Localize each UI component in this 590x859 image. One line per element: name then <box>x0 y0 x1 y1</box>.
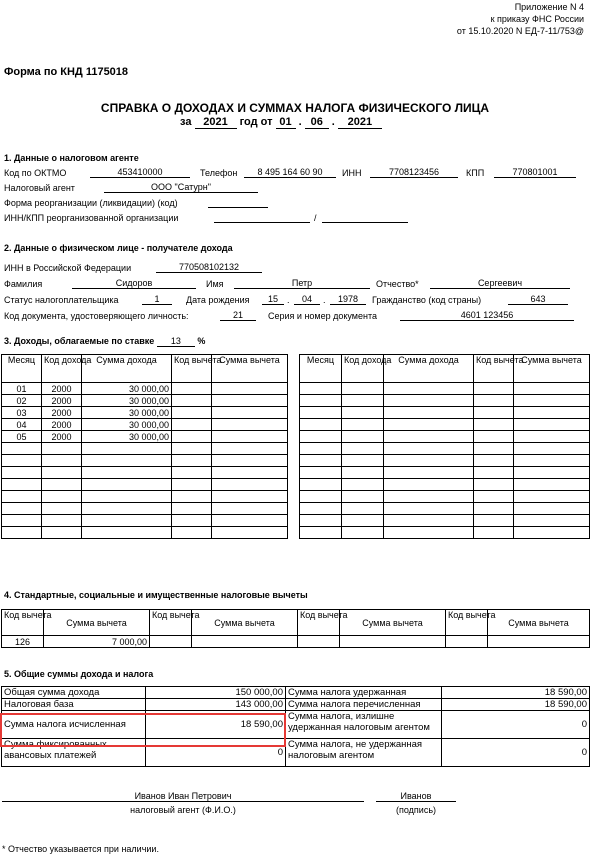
series-value: 4601 123456 <box>400 310 574 321</box>
income-right-cell <box>300 527 342 539</box>
income-left-cell <box>212 407 288 419</box>
income-right-cell <box>300 383 342 395</box>
tax-transferred-value: 18 590,00 <box>442 699 590 711</box>
section3-pct: % <box>197 336 206 346</box>
income-right-cell <box>474 443 514 455</box>
income-table-left <box>1 354 288 539</box>
income-left-cell <box>172 527 212 539</box>
income-left-cell: 30 000,00 <box>82 407 172 419</box>
income-left-cell <box>82 515 172 527</box>
citizen-label: Гражданство (код страны) <box>372 295 482 305</box>
tax-calc-value: 18 590,00 <box>146 711 286 739</box>
agent-inn-label: ИНН <box>342 168 362 178</box>
citizen-value: 643 <box>508 294 568 305</box>
col-month-r: Месяц <box>300 355 342 383</box>
excess-value: 0 <box>442 711 590 739</box>
ded-code-col-4: Код вычета <box>446 610 488 636</box>
income-left-cell <box>212 467 288 479</box>
fixed-label: Сумма фиксированных авансовых платежей <box>2 739 146 767</box>
birth-month: 04 <box>294 294 320 305</box>
series-label: Серия и номер документа <box>268 311 377 321</box>
income-left-cell: 30 000,00 <box>82 431 172 443</box>
phone-label: Телефон <box>200 168 238 178</box>
ded-code-col-1: Код вычета <box>2 610 44 636</box>
income-right-cell <box>300 419 342 431</box>
status-value: 1 <box>142 294 172 305</box>
income-left-cell: 03 <box>2 407 42 419</box>
income-right-row <box>300 455 590 467</box>
income-right-cell <box>474 515 514 527</box>
income-right-cell <box>342 455 384 467</box>
income-right-row <box>300 383 590 395</box>
income-left-cell <box>172 455 212 467</box>
income-left-cell <box>172 503 212 515</box>
period-line <box>180 116 382 129</box>
ded-empty-1 <box>150 636 192 648</box>
income-right-cell <box>514 443 590 455</box>
income-right-cell <box>514 515 590 527</box>
income-left-cell <box>212 503 288 515</box>
ded-empty-4 <box>340 636 446 648</box>
income-right-cell <box>342 407 384 419</box>
period-dot-1: . <box>298 116 302 128</box>
ded-empty-2 <box>192 636 298 648</box>
income-left-cell <box>82 455 172 467</box>
income-left-row <box>2 467 288 479</box>
income-right-cell <box>342 431 384 443</box>
total-income-label: Общая сумма дохода <box>2 687 146 699</box>
income-right-cell <box>514 419 590 431</box>
income-left-cell <box>42 527 82 539</box>
col-income-code: Код дохода <box>42 355 82 383</box>
income-left-cell: 30 000,00 <box>82 419 172 431</box>
income-right-cell <box>300 515 342 527</box>
kpp-value: 770801001 <box>494 167 576 178</box>
income-left-cell <box>42 455 82 467</box>
income-left-cell <box>212 395 288 407</box>
income-right-cell <box>514 383 590 395</box>
income-right-cell <box>514 407 590 419</box>
col-deduction-sum: Сумма вычета <box>212 355 288 383</box>
income-right-cell <box>514 479 590 491</box>
ded-empty-6 <box>488 636 590 648</box>
income-left-cell <box>212 383 288 395</box>
income-left-cell <box>212 455 288 467</box>
income-left-row <box>2 383 288 395</box>
income-left-cell <box>212 443 288 455</box>
income-right-cell <box>300 467 342 479</box>
income-left-row <box>2 431 288 443</box>
income-left-cell <box>2 527 42 539</box>
signature-fio-caption: налоговый агент (Ф.И.О.) <box>130 805 236 815</box>
income-left-row <box>2 395 288 407</box>
income-right-cell <box>514 467 590 479</box>
income-left-row <box>2 503 288 515</box>
ded-sum-col-4: Сумма вычета <box>488 610 590 636</box>
income-right-row <box>300 479 590 491</box>
section3-title: 3. Доходы, облагаемые по ставке <box>4 336 155 346</box>
income-left-row <box>2 407 288 419</box>
surname-label: Фамилия <box>4 279 43 289</box>
income-left-cell <box>2 503 42 515</box>
ded-empty-5 <box>446 636 488 648</box>
income-right-cell <box>384 479 474 491</box>
patronymic-label: Отчество* <box>376 279 419 289</box>
ded-sum-col-2: Сумма вычета <box>192 610 298 636</box>
income-left-cell <box>42 479 82 491</box>
income-right-cell <box>342 479 384 491</box>
income-right-cell <box>384 383 474 395</box>
income-left-cell: 02 <box>2 395 42 407</box>
income-left-cell <box>42 491 82 503</box>
income-right-cell <box>342 503 384 515</box>
income-right-cell <box>384 407 474 419</box>
doc-label: Код документа, удостоверяющего личность: <box>4 311 189 321</box>
income-right-cell <box>514 491 590 503</box>
income-left-cell: 30 000,00 <box>82 395 172 407</box>
income-left-cell: 2000 <box>42 431 82 443</box>
income-left-cell <box>2 443 42 455</box>
reorg-value <box>208 197 268 208</box>
income-right-cell <box>514 503 590 515</box>
income-left-cell <box>172 419 212 431</box>
ded-sum-col-1: Сумма вычета <box>44 610 150 636</box>
kpp-label: КПП <box>466 168 485 178</box>
birth-label: Дата рождения <box>186 295 250 305</box>
income-right-cell <box>474 383 514 395</box>
income-left-cell: 2000 <box>42 419 82 431</box>
tax-calc-label: Сумма налога исчисленная <box>2 711 146 739</box>
income-right-cell <box>384 467 474 479</box>
income-left-cell <box>172 491 212 503</box>
reorg-slash: / <box>314 213 317 223</box>
ded-code-col-3: Код вычета <box>298 610 340 636</box>
name-label: Имя <box>206 279 224 289</box>
income-right-row <box>300 527 590 539</box>
income-left-cell <box>172 407 212 419</box>
section3-heading <box>4 336 205 347</box>
section3-rate: 13 <box>157 336 195 347</box>
income-right-cell <box>300 443 342 455</box>
income-left-row <box>2 479 288 491</box>
income-right-cell <box>300 395 342 407</box>
income-right-row <box>300 467 590 479</box>
order-label: к приказу ФНС России <box>490 14 584 24</box>
income-left-row <box>2 491 288 503</box>
income-left-cell <box>172 467 212 479</box>
section4-heading: 4. Стандартные, социальные и имущественные налоговые вычеты <box>4 590 308 600</box>
signature-sign: Иванов <box>376 791 456 802</box>
income-right-cell <box>342 383 384 395</box>
income-right-cell <box>514 431 590 443</box>
income-right-row <box>300 419 590 431</box>
income-left-cell <box>82 479 172 491</box>
income-left-cell <box>82 527 172 539</box>
period-month: 06 <box>305 116 329 129</box>
income-right-cell <box>342 467 384 479</box>
income-right-cell <box>474 407 514 419</box>
col-month: Месяц <box>2 355 42 383</box>
income-right-row <box>300 431 590 443</box>
income-right-cell <box>384 503 474 515</box>
birth-year: 1978 <box>330 294 366 305</box>
income-right-row <box>300 491 590 503</box>
income-left-cell <box>172 515 212 527</box>
income-right-cell <box>300 503 342 515</box>
birth-day: 15 <box>262 294 284 305</box>
tax-withheld-label: Сумма налога удержанная <box>286 687 442 699</box>
section1-heading: 1. Данные о налоговом агенте <box>4 153 139 163</box>
income-right-cell <box>514 527 590 539</box>
income-left-cell <box>212 479 288 491</box>
agent-value: ООО "Сатурн" <box>104 182 258 193</box>
not-withheld-label: Сумма налога, не удержанная налоговым агентом <box>286 739 442 767</box>
income-right-cell <box>384 419 474 431</box>
income-left-cell <box>172 479 212 491</box>
income-right-cell <box>384 431 474 443</box>
period-year-word: год <box>239 116 258 128</box>
income-right-cell <box>384 515 474 527</box>
phone-value: 8 495 164 60 90 <box>244 167 336 178</box>
income-left-cell <box>172 395 212 407</box>
income-left-cell: 2000 <box>42 395 82 407</box>
period-day: 01 <box>276 116 296 129</box>
income-left-cell <box>82 503 172 515</box>
col-income-code-r: Код дохода <box>342 355 384 383</box>
ded-sum-value: 7 000,00 <box>44 636 150 648</box>
col-deduction-code: Код вычета <box>172 355 212 383</box>
income-left-cell <box>42 443 82 455</box>
income-left-row <box>2 419 288 431</box>
income-right-cell <box>342 515 384 527</box>
income-right-cell <box>384 395 474 407</box>
income-left-cell <box>42 467 82 479</box>
income-left-row <box>2 455 288 467</box>
income-left-cell: 2000 <box>42 383 82 395</box>
income-right-cell <box>300 455 342 467</box>
document-title: СПРАВКА О ДОХОДАХ И СУММАХ НАЛОГА ФИЗИЧЕСКОГО ЛИЦА <box>100 101 490 115</box>
person-inn-label: ИНН в Российской Федерации <box>4 263 132 273</box>
income-right-cell <box>342 395 384 407</box>
total-income-value: 150 000,00 <box>146 687 286 699</box>
income-left-cell: 05 <box>2 431 42 443</box>
reorg-inn-value <box>214 212 310 223</box>
income-left-row <box>2 527 288 539</box>
period-ot: от <box>260 116 273 128</box>
income-left-row <box>2 443 288 455</box>
income-left-cell <box>82 467 172 479</box>
income-left-cell: 04 <box>2 419 42 431</box>
doc-value: 21 <box>220 310 256 321</box>
agent-inn-value: 7708123456 <box>370 167 458 178</box>
patronymic-value: Сергеевич <box>430 278 570 289</box>
income-right-cell <box>384 527 474 539</box>
income-left-cell: 2000 <box>42 407 82 419</box>
ded-code-value: 126 <box>2 636 44 648</box>
income-left-cell: 30 000,00 <box>82 383 172 395</box>
income-left-cell <box>212 431 288 443</box>
fixed-value: 0 <box>146 739 286 767</box>
name-value: Петр <box>234 278 370 289</box>
income-left-cell <box>2 479 42 491</box>
income-right-cell <box>474 419 514 431</box>
income-right-cell <box>300 407 342 419</box>
period-date-year: 2021 <box>338 116 382 129</box>
signature-fio: Иванов Иван Петрович <box>2 791 364 802</box>
ded-code-col-2: Код вычета <box>150 610 192 636</box>
agent-label: Налоговый агент <box>4 183 75 193</box>
ded-empty-3 <box>298 636 340 648</box>
reorg-kpp-value <box>322 212 408 223</box>
highlight-box <box>0 713 286 747</box>
period-za: за <box>180 116 192 128</box>
income-left-cell <box>2 515 42 527</box>
not-withheld-value: 0 <box>442 739 590 767</box>
income-left-cell <box>172 431 212 443</box>
person-inn-value: 770508102132 <box>156 262 262 273</box>
income-right-cell <box>300 491 342 503</box>
deductions-table <box>1 609 590 648</box>
income-left-cell <box>212 515 288 527</box>
form-code: Форма по КНД 1175018 <box>4 66 129 78</box>
income-left-cell: 01 <box>2 383 42 395</box>
birth-dot-2: . <box>323 295 326 305</box>
income-left-cell <box>172 383 212 395</box>
income-left-cell <box>2 455 42 467</box>
income-right-cell <box>300 431 342 443</box>
status-label: Статус налогоплательщика <box>4 295 119 305</box>
appendix-label: Приложение N 4 <box>514 2 584 12</box>
income-right-cell <box>514 455 590 467</box>
income-right-cell <box>474 431 514 443</box>
period-dot-2: . <box>331 116 335 128</box>
income-right-cell <box>342 443 384 455</box>
income-left-cell <box>172 443 212 455</box>
income-left-cell <box>2 467 42 479</box>
income-right-cell <box>474 527 514 539</box>
reorg-label: Форма реорганизации (ликвидации) (код) <box>4 198 178 208</box>
tax-withheld-value: 18 590,00 <box>442 687 590 699</box>
footnote: * Отчество указывается при наличии. <box>2 844 159 854</box>
income-right-cell <box>342 527 384 539</box>
income-left-cell <box>42 515 82 527</box>
income-right-cell <box>384 443 474 455</box>
income-right-cell <box>474 491 514 503</box>
ded-sum-col-3: Сумма вычета <box>340 610 446 636</box>
reorg-inn-label: ИНН/КПП реорганизованной организации <box>4 213 179 223</box>
income-left-cell <box>212 491 288 503</box>
birth-dot-1: . <box>287 295 290 305</box>
income-left-cell <box>82 491 172 503</box>
order-date-label: от 15.10.2020 N ЕД-7-11/753@ <box>456 26 584 36</box>
tax-transferred-label: Сумма налога перечисленная <box>286 699 442 711</box>
income-table-right <box>299 354 590 539</box>
income-right-cell <box>474 479 514 491</box>
income-right-row <box>300 443 590 455</box>
tax-base-value: 143 000,00 <box>146 699 286 711</box>
col-deduction-sum-r: Сумма вычета <box>514 355 590 383</box>
tax-base-label: Налоговая база <box>2 699 146 711</box>
income-right-cell <box>342 491 384 503</box>
excess-label: Сумма налога, излишне удержанная налоговым агентом <box>286 711 442 739</box>
income-right-cell <box>300 479 342 491</box>
signature-sign-caption: (подпись) <box>395 805 437 815</box>
col-income-sum-r: Сумма дохода <box>384 355 474 383</box>
income-left-cell <box>42 503 82 515</box>
col-deduction-code-r: Код вычета <box>474 355 514 383</box>
surname-value: Сидоров <box>72 278 196 289</box>
income-right-cell <box>384 491 474 503</box>
income-right-row <box>300 395 590 407</box>
section5-heading: 5. Общие суммы дохода и налога <box>4 669 154 679</box>
income-right-row <box>300 503 590 515</box>
income-right-row <box>300 407 590 419</box>
income-right-cell <box>474 467 514 479</box>
income-right-cell <box>474 503 514 515</box>
income-right-cell <box>474 455 514 467</box>
period-year: 2021 <box>195 116 237 129</box>
col-income-sum: Сумма дохода <box>82 355 172 383</box>
section2-heading: 2. Данные о физическом лице - получателе дохода <box>4 243 233 253</box>
income-right-cell <box>342 419 384 431</box>
income-right-row <box>300 515 590 527</box>
income-left-cell <box>212 527 288 539</box>
income-right-cell <box>514 395 590 407</box>
income-right-cell <box>474 395 514 407</box>
income-left-cell <box>2 491 42 503</box>
income-left-cell <box>82 443 172 455</box>
oktmo-label: Код по ОКТМО <box>4 168 67 178</box>
oktmo-value: 453410000 <box>90 167 190 178</box>
income-right-cell <box>384 455 474 467</box>
income-left-row <box>2 515 288 527</box>
income-left-cell <box>212 419 288 431</box>
